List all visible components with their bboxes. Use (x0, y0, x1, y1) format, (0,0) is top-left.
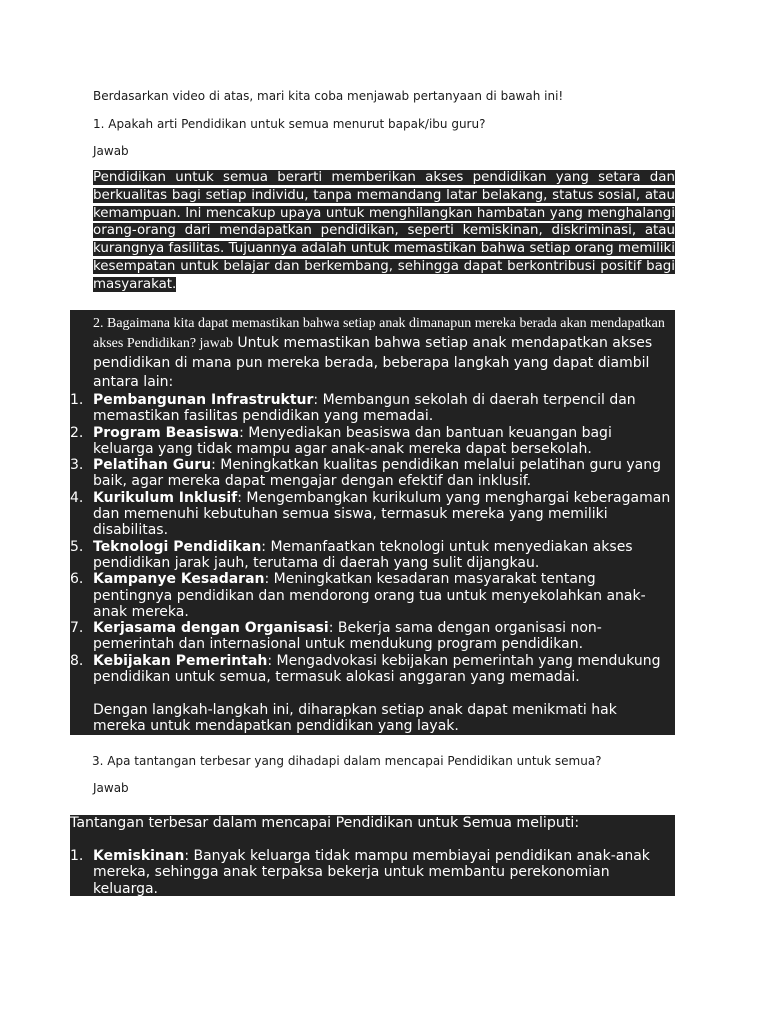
list-item (70, 571, 675, 620)
answer-label-3: Jawab (93, 781, 129, 795)
list-item-title: Kebijakan Pemerintah (93, 652, 268, 669)
answer-2-intro: Untuk memastikan bahwa setiap anak mendapatkan akses pendidikan di mana pun mereka berada, beberapa langkah yang dapat diambil antara lain: (93, 335, 653, 391)
question-2 (93, 312, 673, 391)
list-item-text: : Mengadvokasi kebijakan pemerintah yang mendukung pendidikan untuk semua, termasuk alokasi anggaran yang memadai. (93, 652, 661, 686)
list-item-number: 1. (70, 848, 84, 864)
list-item (70, 848, 675, 897)
list-item (70, 490, 675, 539)
list-item-text: : Meningkatkan kualitas pendidikan melalui pelatihan guru yang baik, agar mereka dapat mengajar dengan efektif dan inklusif. (93, 457, 661, 490)
question-1: 1. Apakah arti Pendidikan untuk semua menurut bapak/ibu guru? (93, 117, 486, 131)
list-item-text: : Mengembangkan kurikulum yang menghargai keberagaman dan memenuhi kebutuhan semua siswa, termasuk mereka yang memiliki disabilitas. (93, 489, 671, 539)
list-item-title: Kemiskinan (93, 848, 185, 864)
list-item-number: 4. (70, 489, 84, 506)
list-item (70, 653, 675, 686)
intro-text: Berdasarkan video di atas, mari kita coba menjawab pertanyaan di bawah ini! (93, 89, 564, 103)
list-item (70, 425, 675, 458)
list-item-text: : Memanfaatkan teknologi untuk menyediakan akses pendidikan jarak jauh, terutama di daerah yang sulit dijangkau. (93, 538, 633, 571)
list-item-title: Kurikulum Inklusif (93, 489, 238, 506)
list-item (70, 620, 675, 653)
list-item-number: 3. (70, 457, 84, 474)
list-item (70, 539, 675, 572)
answer-1-paragraph (93, 169, 675, 294)
list-item (70, 392, 675, 425)
answer-2-block (70, 310, 675, 735)
list-item-number: 8. (70, 652, 84, 669)
list-item-title: Teknologi Pendidikan (93, 538, 262, 555)
list-item-text: : Menyediakan beasiswa dan bantuan keuangan bagi keluarga yang tidak mampu agar anak-anak mereka dapat bersekolah. (93, 424, 612, 457)
list-item-number: 6. (70, 571, 84, 588)
list-item-text: : Banyak keluarga tidak mampu membiayai pendidikan anak-anak mereka, sehingga anak terpaksa bekerja untuk membantu perekonomian keluarga. (93, 848, 650, 897)
steps-list (70, 392, 675, 685)
list-item-title: Kerjasama dengan Organisasi (93, 620, 329, 637)
list-item-number: 7. (70, 620, 84, 637)
list-item-text: : Meningkatkan kesadaran masyarakat tentang pentingnya pendidikan dan mendorong orang tua untuk menyekolahkan anak-anak mereka. (93, 571, 646, 620)
challenges-list (70, 848, 675, 897)
list-item-number: 5. (70, 538, 84, 555)
question-3: 3. Apa tantangan terbesar yang dihadapi dalam mencapai Pendidikan untuk semua? (92, 754, 602, 768)
answer-1-text: Pendidikan untuk semua berarti memberikan akses pendidikan yang setara dan berkualitas bagi setiap individu, tanpa memandang latar belakang, status sosial, atau kemampuan. Ini mencakup upaya untuk menghilangkan hambatan yang menghalangi orang-orang dari mendapatkan pendidikan, seperti kemiskinan, diskriminasi, atau kurangnya fasilitas. Tujuannya adalah untuk memastikan bahwa setiap orang memiliki kesempatan untuk belajar dan berkembang, sehingga dapat berkontribusi positif bagi masyarakat. (93, 170, 675, 292)
list-item-title: Pembangunan Infrastruktur (93, 392, 314, 408)
list-item-title: Program Beasiswa (93, 424, 240, 441)
answer-label-1: Jawab (93, 144, 129, 158)
list-item-number: 2. (70, 424, 84, 441)
list-item (70, 457, 675, 490)
question-2-text: 2. Bagaimana kita dapat memastikan bahwa setiap anak dimanapun mereka berada akan mendapatkan akses Pendidikan? jawab (93, 316, 665, 351)
list-item-text: : Bekerja sama dengan organisasi non-pemerintah dan internasional untuk mendukung program pendidikan. (93, 620, 602, 653)
answer-3-intro: Tantangan terbesar dalam mencapai Pendidikan untuk Semua meliputi: (70, 815, 580, 831)
answer-3-block (70, 815, 675, 896)
list-item-title: Pelatihan Guru (93, 457, 212, 474)
list-item-title: Kampanye Kesadaran (93, 571, 265, 588)
list-item-text: : Membangun sekolah di daerah terpencil dan memastikan fasilitas pendidikan yang memadai. (93, 392, 636, 425)
answer-2-closing: Dengan langkah-langkah ini, diharapkan setiap anak dapat menikmati hak mereka untuk mendapatkan pendidikan yang layak. (93, 702, 617, 735)
list-item-number: 1. (70, 392, 84, 408)
